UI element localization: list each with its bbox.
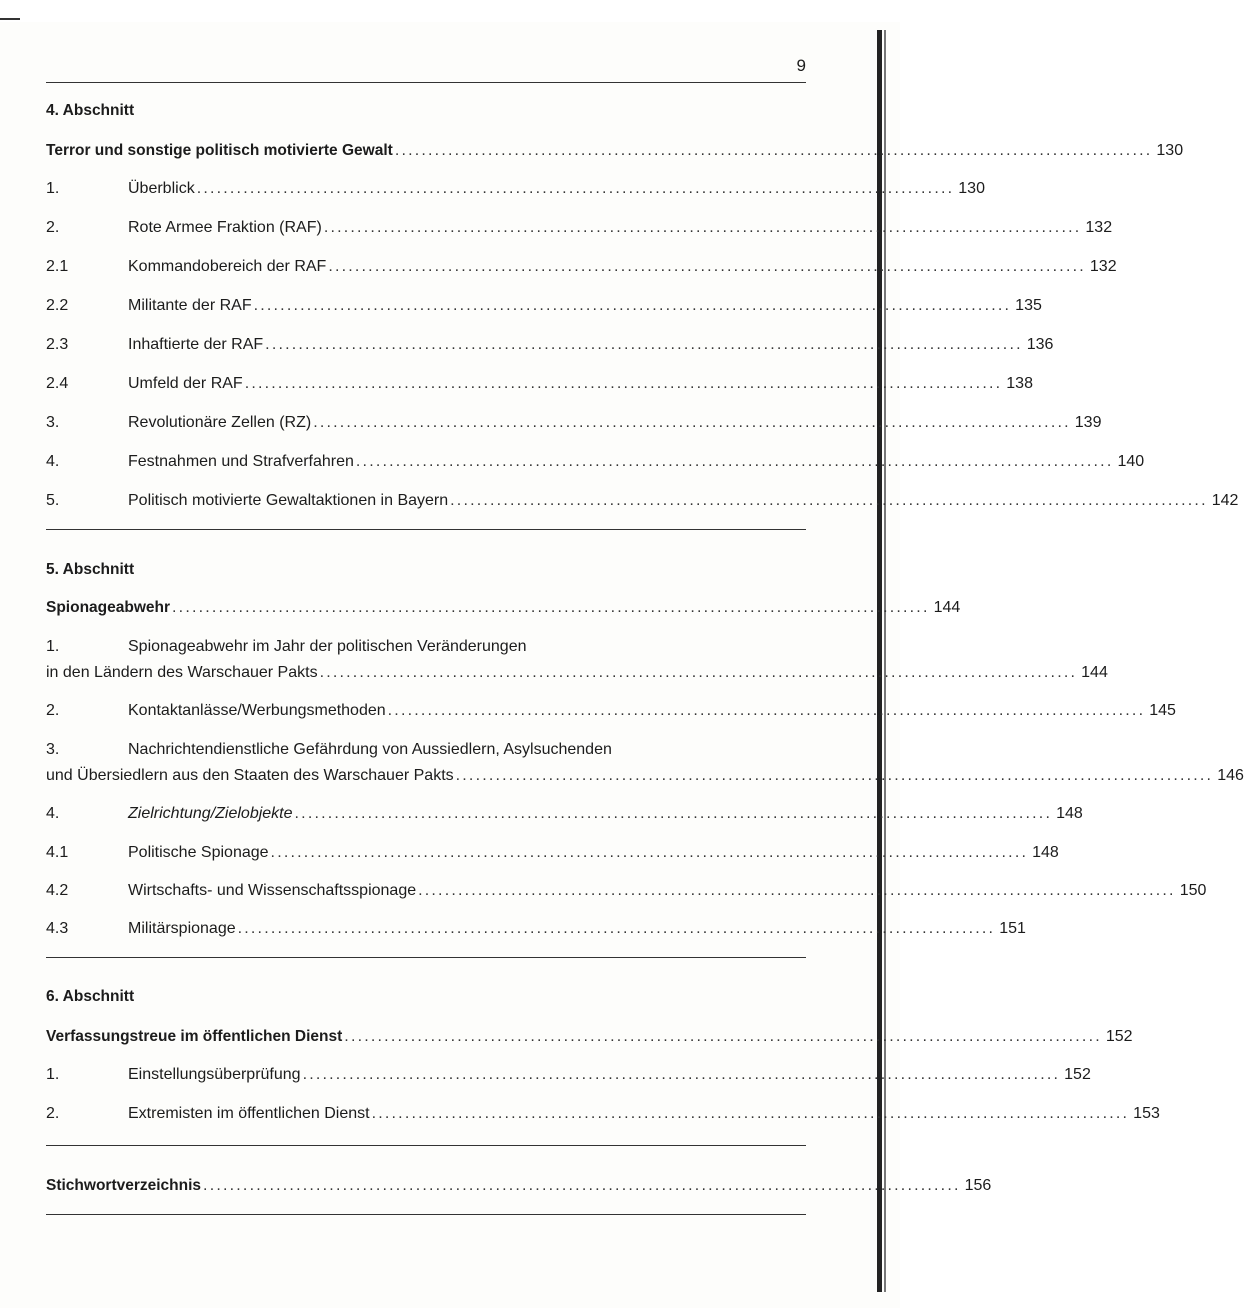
toc-page: 148 (1056, 805, 1083, 822)
toc-title: Inhaftierte der RAF (128, 336, 264, 353)
toc-number: 2. (46, 1105, 60, 1122)
toc-title: Militärspionage (128, 920, 236, 937)
section-heading: 6. Abschnitt (46, 988, 135, 1005)
toc-main-entry[interactable] (46, 1028, 1133, 1050)
toc-number: 2. (46, 219, 60, 236)
leader-dots: .................................................................................................................. (253, 297, 1012, 314)
toc-number: 1. (46, 180, 60, 197)
page-number: 9 (796, 56, 806, 75)
toc-page: 148 (1032, 844, 1059, 861)
toc-page: 136 (1026, 336, 1054, 353)
toc-entry[interactable] (46, 1066, 1091, 1088)
leader-dots: .................................................................................................................. (344, 1028, 1102, 1045)
toc-number: 4.1 (46, 844, 69, 861)
toc-title: Zielrichtung/Zielobjekte (128, 805, 293, 822)
scan-corner-mark (0, 18, 20, 20)
toc-page: 132 (1089, 258, 1117, 275)
divider (46, 1145, 806, 1146)
toc-title-line: Nachrichtendienstliche Gefährdung von Aussiedlern, Asylsuchenden (128, 741, 612, 758)
toc-title: Extremisten im öffentlichen Dienst (128, 1105, 370, 1122)
toc-title: Einstellungsüberprüfung (128, 1066, 301, 1083)
toc-title: in den Ländern des Warschauer Pakts (46, 664, 318, 681)
toc-number: 2.1 (46, 258, 69, 275)
toc-main-entry[interactable] (46, 142, 1184, 164)
toc-entry[interactable] (46, 882, 1207, 904)
toc-page: 144 (933, 599, 961, 616)
toc-page: 152 (1105, 1028, 1133, 1045)
toc-number: 4.2 (46, 882, 69, 899)
toc-title: Kontaktanlässe/Werbungsmethoden (128, 702, 386, 719)
leader-dots: .................................................................................................................. (387, 702, 1146, 719)
toc-page: 142 (1211, 492, 1239, 509)
leader-dots: .................................................................................................................. (313, 414, 1071, 431)
divider (46, 82, 806, 83)
toc-entry[interactable] (46, 219, 1113, 241)
toc-page: 144 (1081, 664, 1108, 681)
toc-entry[interactable] (46, 1105, 1160, 1127)
toc-title-line: Spionageabwehr im Jahr der politischen Veränderungen (128, 638, 527, 655)
toc-number: 1. (46, 638, 60, 655)
toc-page: 146 (1217, 767, 1244, 784)
toc-page: 139 (1074, 414, 1102, 431)
toc-title: Überblick (128, 180, 195, 197)
toc-page: 130 (1156, 142, 1184, 159)
leader-dots: .................................................................................................................. (323, 219, 1082, 236)
toc-title: Revolutionäre Zellen (RZ) (128, 414, 312, 431)
leader-dots: .................................................................................................................. (394, 142, 1153, 159)
divider (46, 529, 806, 530)
toc-title: Terror und sonstige politisch motivierte Gewalt (46, 142, 393, 159)
leader-dots: .................................................................................................................. (237, 920, 996, 937)
toc-entry[interactable] (46, 920, 1026, 942)
toc-main-entry[interactable] (46, 1177, 992, 1199)
toc-title: Festnahmen und Strafverfahren (128, 453, 354, 470)
divider (46, 1214, 806, 1215)
toc-entry[interactable] (46, 258, 1117, 280)
leader-dots: .................................................................................................................. (418, 882, 1176, 899)
leader-dots: .................................................................................................................. (355, 453, 1114, 470)
toc-page: 140 (1117, 453, 1145, 470)
toc-number: 2.4 (46, 375, 69, 392)
toc-entry[interactable] (46, 336, 1054, 358)
toc-main-entry[interactable] (46, 599, 961, 621)
toc-number: 1. (46, 1066, 60, 1083)
toc-entry[interactable] (46, 702, 1176, 724)
toc-title: Spionageabwehr (46, 599, 171, 616)
toc-number: 2.3 (46, 336, 69, 353)
toc-title: Umfeld der RAF (128, 375, 243, 392)
toc-page: 145 (1149, 702, 1176, 719)
toc-title: und Übersiedlern aus den Staaten des Warschauer Pakts (46, 767, 454, 784)
toc-page: 152 (1064, 1066, 1091, 1083)
leader-dots: .................................................................................................................. (319, 664, 1078, 681)
toc-number: 4. (46, 805, 60, 822)
toc-entry[interactable] (46, 844, 1059, 866)
toc-title: Militante der RAF (128, 297, 252, 314)
leader-dots: .................................................................................................................. (203, 1177, 961, 1194)
toc-number: 2.2 (46, 297, 69, 314)
toc-entry[interactable] (46, 414, 1102, 436)
leader-dots: .................................................................................................................. (455, 767, 1214, 784)
leader-dots: .................................................................................................................. (328, 258, 1086, 275)
toc-page: 156 (964, 1177, 992, 1194)
toc-title: Politisch motivierte Gewaltaktionen in Bayern (128, 492, 449, 509)
toc-page: 132 (1085, 219, 1113, 236)
toc-page: 151 (999, 920, 1026, 937)
toc-number: 4. (46, 453, 60, 470)
toc-entry[interactable] (46, 492, 1239, 514)
toc-page: 130 (958, 180, 985, 197)
leader-dots: .................................................................................................................. (196, 180, 955, 197)
leader-dots: .................................................................................................................. (270, 844, 1029, 861)
toc-title: Wirtschafts- und Wissenschaftsspionage (128, 882, 417, 899)
toc-page: 138 (1006, 375, 1033, 392)
toc-number: 3. (46, 414, 60, 431)
scan-margin (0, 0, 900, 22)
section-heading: 4. Abschnitt (46, 102, 135, 119)
section-heading: 5. Abschnitt (46, 561, 135, 578)
toc-entry[interactable] (46, 453, 1145, 475)
toc-number: 4.3 (46, 920, 69, 937)
toc-entry[interactable] (46, 297, 1042, 319)
toc-title: Stichwortverzeichnis (46, 1177, 202, 1194)
leader-dots: .................................................................................................................. (172, 599, 930, 616)
divider (46, 957, 806, 958)
toc-entry[interactable] (46, 375, 1033, 397)
toc-title: Politische Spionage (128, 844, 269, 861)
leader-dots: .................................................................................................................. (450, 492, 1208, 509)
toc-entry[interactable] (46, 180, 985, 202)
leader-dots: .................................................................................................................. (371, 1105, 1130, 1122)
leader-dots: .................................................................................................................. (294, 805, 1053, 822)
toc-page: 135 (1015, 297, 1042, 314)
toc-number: 2. (46, 702, 60, 719)
leader-dots: .................................................................................................................. (244, 375, 1003, 392)
toc-title: Verfassungstreue im öffentlichen Dienst (46, 1028, 343, 1045)
toc-page: 153 (1133, 1105, 1160, 1122)
toc-page: 150 (1179, 882, 1207, 899)
toc-number: 3. (46, 741, 60, 758)
toc-title: Kommandobereich der RAF (128, 258, 327, 275)
toc-title: Rote Armee Fraktion (RAF) (128, 219, 322, 236)
leader-dots: .................................................................................................................. (265, 336, 1023, 353)
toc-number: 5. (46, 492, 60, 509)
leader-dots: .................................................................................................................. (302, 1066, 1061, 1083)
toc-entry[interactable] (46, 805, 1083, 827)
